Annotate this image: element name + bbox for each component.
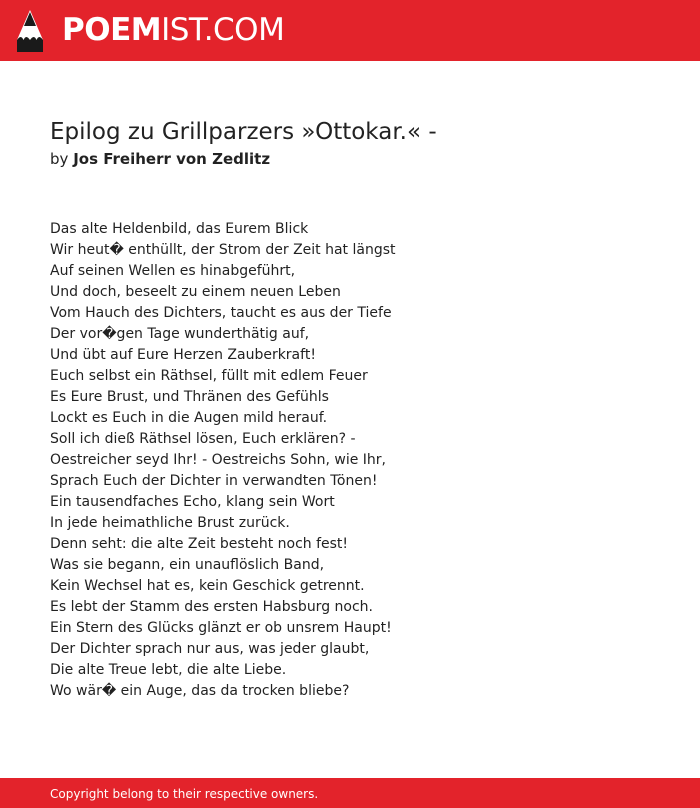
poem-line: Es lebt der Stamm des ersten Habsburg noch. — [50, 599, 373, 615]
site-logo-text[interactable] — [62, 12, 284, 48]
poem-line: Soll ich dieß Räthsel lösen, Euch erklären? - — [50, 431, 356, 447]
poem-line: Oestreicher seyd Ihr! - Oestreichs Sohn, wie Ihr, — [50, 452, 386, 468]
poem-line: Und doch, beseelt zu einem neuen Leben — [50, 284, 341, 300]
poem-byline — [50, 149, 270, 169]
copyright-text: Copyright belong to their respective owners. — [50, 787, 319, 801]
poem-line: Die alte Treue lebt, die alte Liebe. — [50, 662, 287, 678]
pencil-tip-icon[interactable] — [17, 10, 43, 52]
poem-line: Kein Wechsel hat es, kein Geschick getrennt. — [50, 578, 365, 594]
poem-line: Wo wär� ein Auge, das da trocken bliebe? — [50, 683, 350, 699]
poem-line: In jede heimathliche Brust zurück. — [50, 515, 290, 531]
poem-line: Der Dichter sprach nur aus, was jeder glaubt, — [50, 641, 370, 657]
brand-bold: POEM — [62, 12, 162, 48]
poem-body — [50, 219, 670, 702]
poem-line: Lockt es Euch in die Augen mild herauf. — [50, 410, 328, 426]
poem-line: Vom Hauch des Dichters, taucht es aus der Tiefe — [50, 305, 392, 321]
poem-line: Es Eure Brust, und Thränen des Gefühls — [50, 389, 329, 405]
poem-title: Epilog zu Grillparzers »Ottokar.« - — [50, 119, 437, 145]
brand-light: IST.COM — [161, 12, 285, 48]
poem-line: Das alte Heldenbild, das Eurem Blick — [50, 221, 309, 237]
site-footer — [0, 778, 700, 808]
site-header — [0, 0, 700, 61]
poem-line: Ein tausendfaches Echo, klang sein Wort — [50, 494, 335, 510]
poem-line: Auf seinen Wellen es hinabgeführt, — [50, 263, 296, 279]
poem-line: Denn seht: die alte Zeit besteht noch fest! — [50, 536, 349, 552]
poem-line: Euch selbst ein Räthsel, füllt mit edlem Feuer — [50, 368, 368, 384]
poem-line: Sprach Euch der Dichter in verwandten Tönen! — [50, 473, 378, 489]
poem-line: Und übt auf Eure Herzen Zauberkraft! — [50, 347, 316, 363]
poem-line: Der vor�gen Tage wunderthätig auf, — [50, 326, 310, 342]
poem-line: Was sie begann, ein unauflöslich Band, — [50, 557, 325, 573]
poem-line: Ein Stern des Glücks glänzt er ob unsrem Haupt! — [50, 620, 392, 636]
author-name: Jos Freiherr von Zedlitz — [73, 150, 271, 168]
poem-line: Wir heut� enthüllt, der Strom der Zeit hat längst — [50, 242, 396, 258]
by-label: by — [50, 150, 69, 168]
